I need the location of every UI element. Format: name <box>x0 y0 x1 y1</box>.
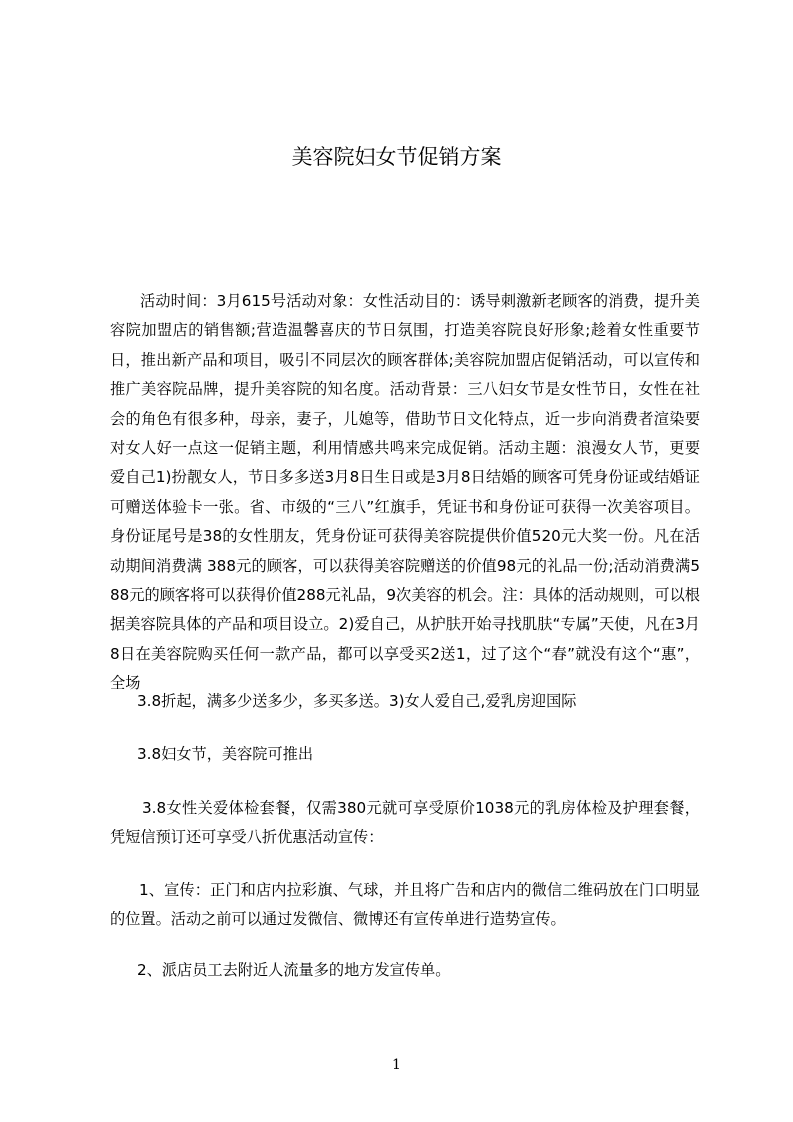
paragraph-womens-day: 3.8妇女节，美容院可推出 <box>137 745 314 763</box>
paragraph-promotion-1: 1、宣传：正门和店内拉彩旗、气球，并且将广告和店内的微信二维码放在门口明显的位置。活动之前可以通过发微信、微博还有宣传单进行造势宣传。 <box>110 881 700 929</box>
paragraph-checkup-package: 3.8女性关爱体检套餐，仅需380元就可享受原价1038元的乳房体检及护理套餐，凭短信预订还可享受八折优惠活动宣传： <box>110 799 700 847</box>
page-number: 1 <box>392 1057 401 1073</box>
paragraph-activity-details: 活动时间：3月615号活动对象：女性活动目的：诱导刺激新老顾客的消费，提升美容院加盟店的销售额;营造温馨喜庆的节日氛围，打造美容院良好形象;趁着女性重要节日，推出新产品和项目，吸引不同层次的顾客群体;美容院加盟店促销活动，可以宣传和推广美容院品牌，提升美容院的知名度。活动背景：三八妇女节是女性节日，女性在社会的角色有很多种，母亲，妻子，儿媳等，借助节日文化特点，近一步向消费者渲染要对女人好一点这一促销主题，利用情感共鸣来完成促销。活动主题：浪漫女人节，更要爱自己1)扮靓女人，节日多多送3月8日生日或是3月8日结婚的顾客可凭身份证或结婚证可赠送体验卡一张。省、市级的“三八”红旗手，凭证书和身份证可获得一次美容项目。身份证尾号是38的女性朋友，凭身份证可获得美容院提供价值520元大奖一份。凡在活动期间消费满 388元的顾客，可以获得美容院赠送的价值98元的礼品一份;活动消费满588元的顾客将可以获得价值288元礼品，9次美容的机会。注：具体的活动规则，可以根据美容院具体的产品和项目设立。2)爱自己，从护肤开始寻找肌肤“专属”天使，凡在3月8日在美容院购买任何一款产品，都可以享受买2送1，过了这个“春”就没有这个“惠”，全场 <box>110 292 700 693</box>
paragraph-discount: 3.8折起，满多少送多少，多买多送。3)女人爱自己,爱乳房迎国际 <box>137 692 577 710</box>
document-title: 美容院妇女节促销方案 <box>291 145 502 169</box>
paragraph-promotion-2: 2、派店员工去附近人流量多的地方发宣传单。 <box>137 961 451 979</box>
